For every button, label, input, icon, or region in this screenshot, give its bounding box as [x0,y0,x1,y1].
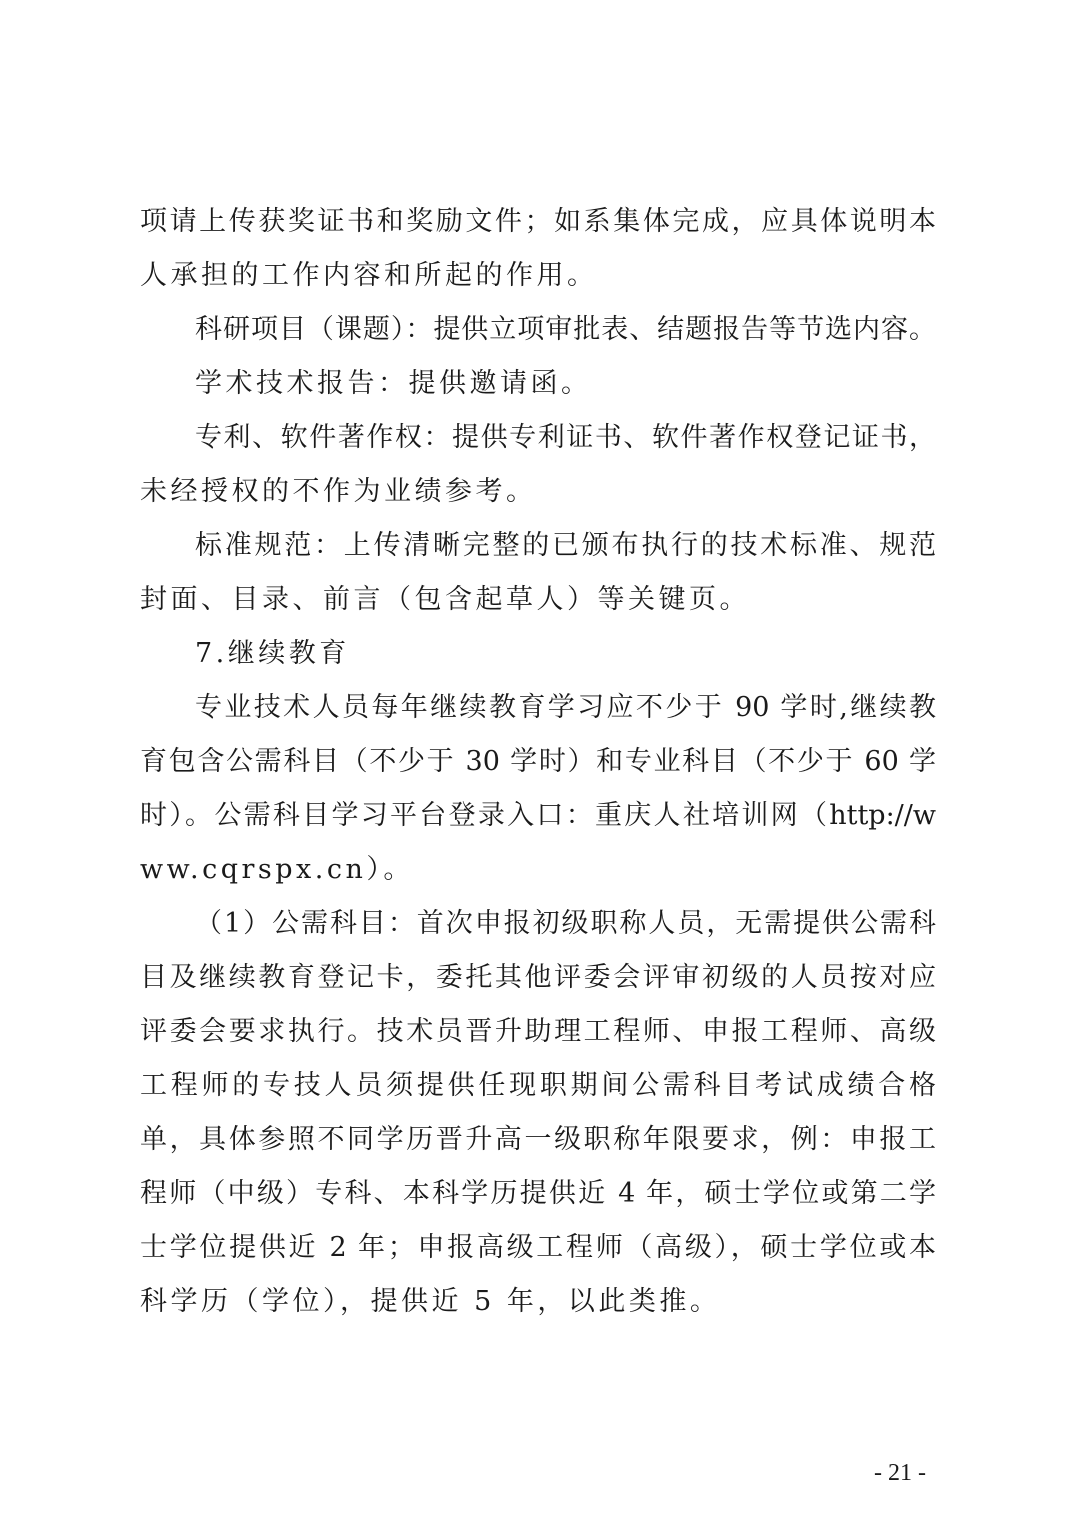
text-line: ww.cqrspx.cn）。 [140,854,414,885]
text-line: 工程师的专技人员须提供任现职期间公需科目考试成绩合格 [140,1070,936,1101]
page-number: - 21 - [874,1460,926,1486]
text-line: 专业技术人员每年继续教育学习应不少于 90 学时,继续教 [195,692,936,723]
text-line: 育包含公需科目（不少于 30 学时）和专业科目（不少于 60 学 [140,746,936,777]
text-line: 人承担的工作内容和所起的作用。 [140,260,598,291]
text-line: 单，具体参照不同学历晋升高一级职称年限要求，例：申报工 [140,1124,936,1155]
text-line: 未经授权的不作为业绩参考。 [140,476,537,507]
text-line: 项请上传获奖证书和奖励文件；如系集体完成，应具体说明本 [140,206,936,237]
text-line: 学术技术报告：提供邀请函。 [195,368,592,399]
text-line: 士学位提供近 2 年；申报高级工程师（高级），硕士学位或本 [140,1232,936,1263]
text-line: 目及继续教育登记卡，委托其他评委会评审初级的人员按对应 [140,962,936,993]
text-line: 封面、目录、前言（包含起草人）等关键页。 [140,584,750,615]
text-line: 评委会要求执行。技术员晋升助理工程师、申报工程师、高级 [140,1016,936,1047]
text-line: 科学历（学位），提供近 5 年，以此类推。 [140,1286,721,1317]
text-line: 标准规范：上传清晰完整的已颁布执行的技术标准、规范 [195,530,936,561]
text-line: 科研项目（课题）：提供立项审批表、结题报告等节选内容。 [195,314,936,345]
text-line: 程师（中级）专科、本科学历提供近 4 年，硕士学位或第二学 [140,1178,936,1209]
text-line: （1）公需科目：首次申报初级职称人员，无需提供公需科 [195,908,936,939]
section-heading: 7.继续教育 [195,638,350,669]
text-line: 时）。公需科目学习平台登录入口：重庆人社培训网（http://w [140,800,936,831]
text-line: 专利、软件著作权：提供专利证书、软件著作权登记证书， [195,422,936,453]
